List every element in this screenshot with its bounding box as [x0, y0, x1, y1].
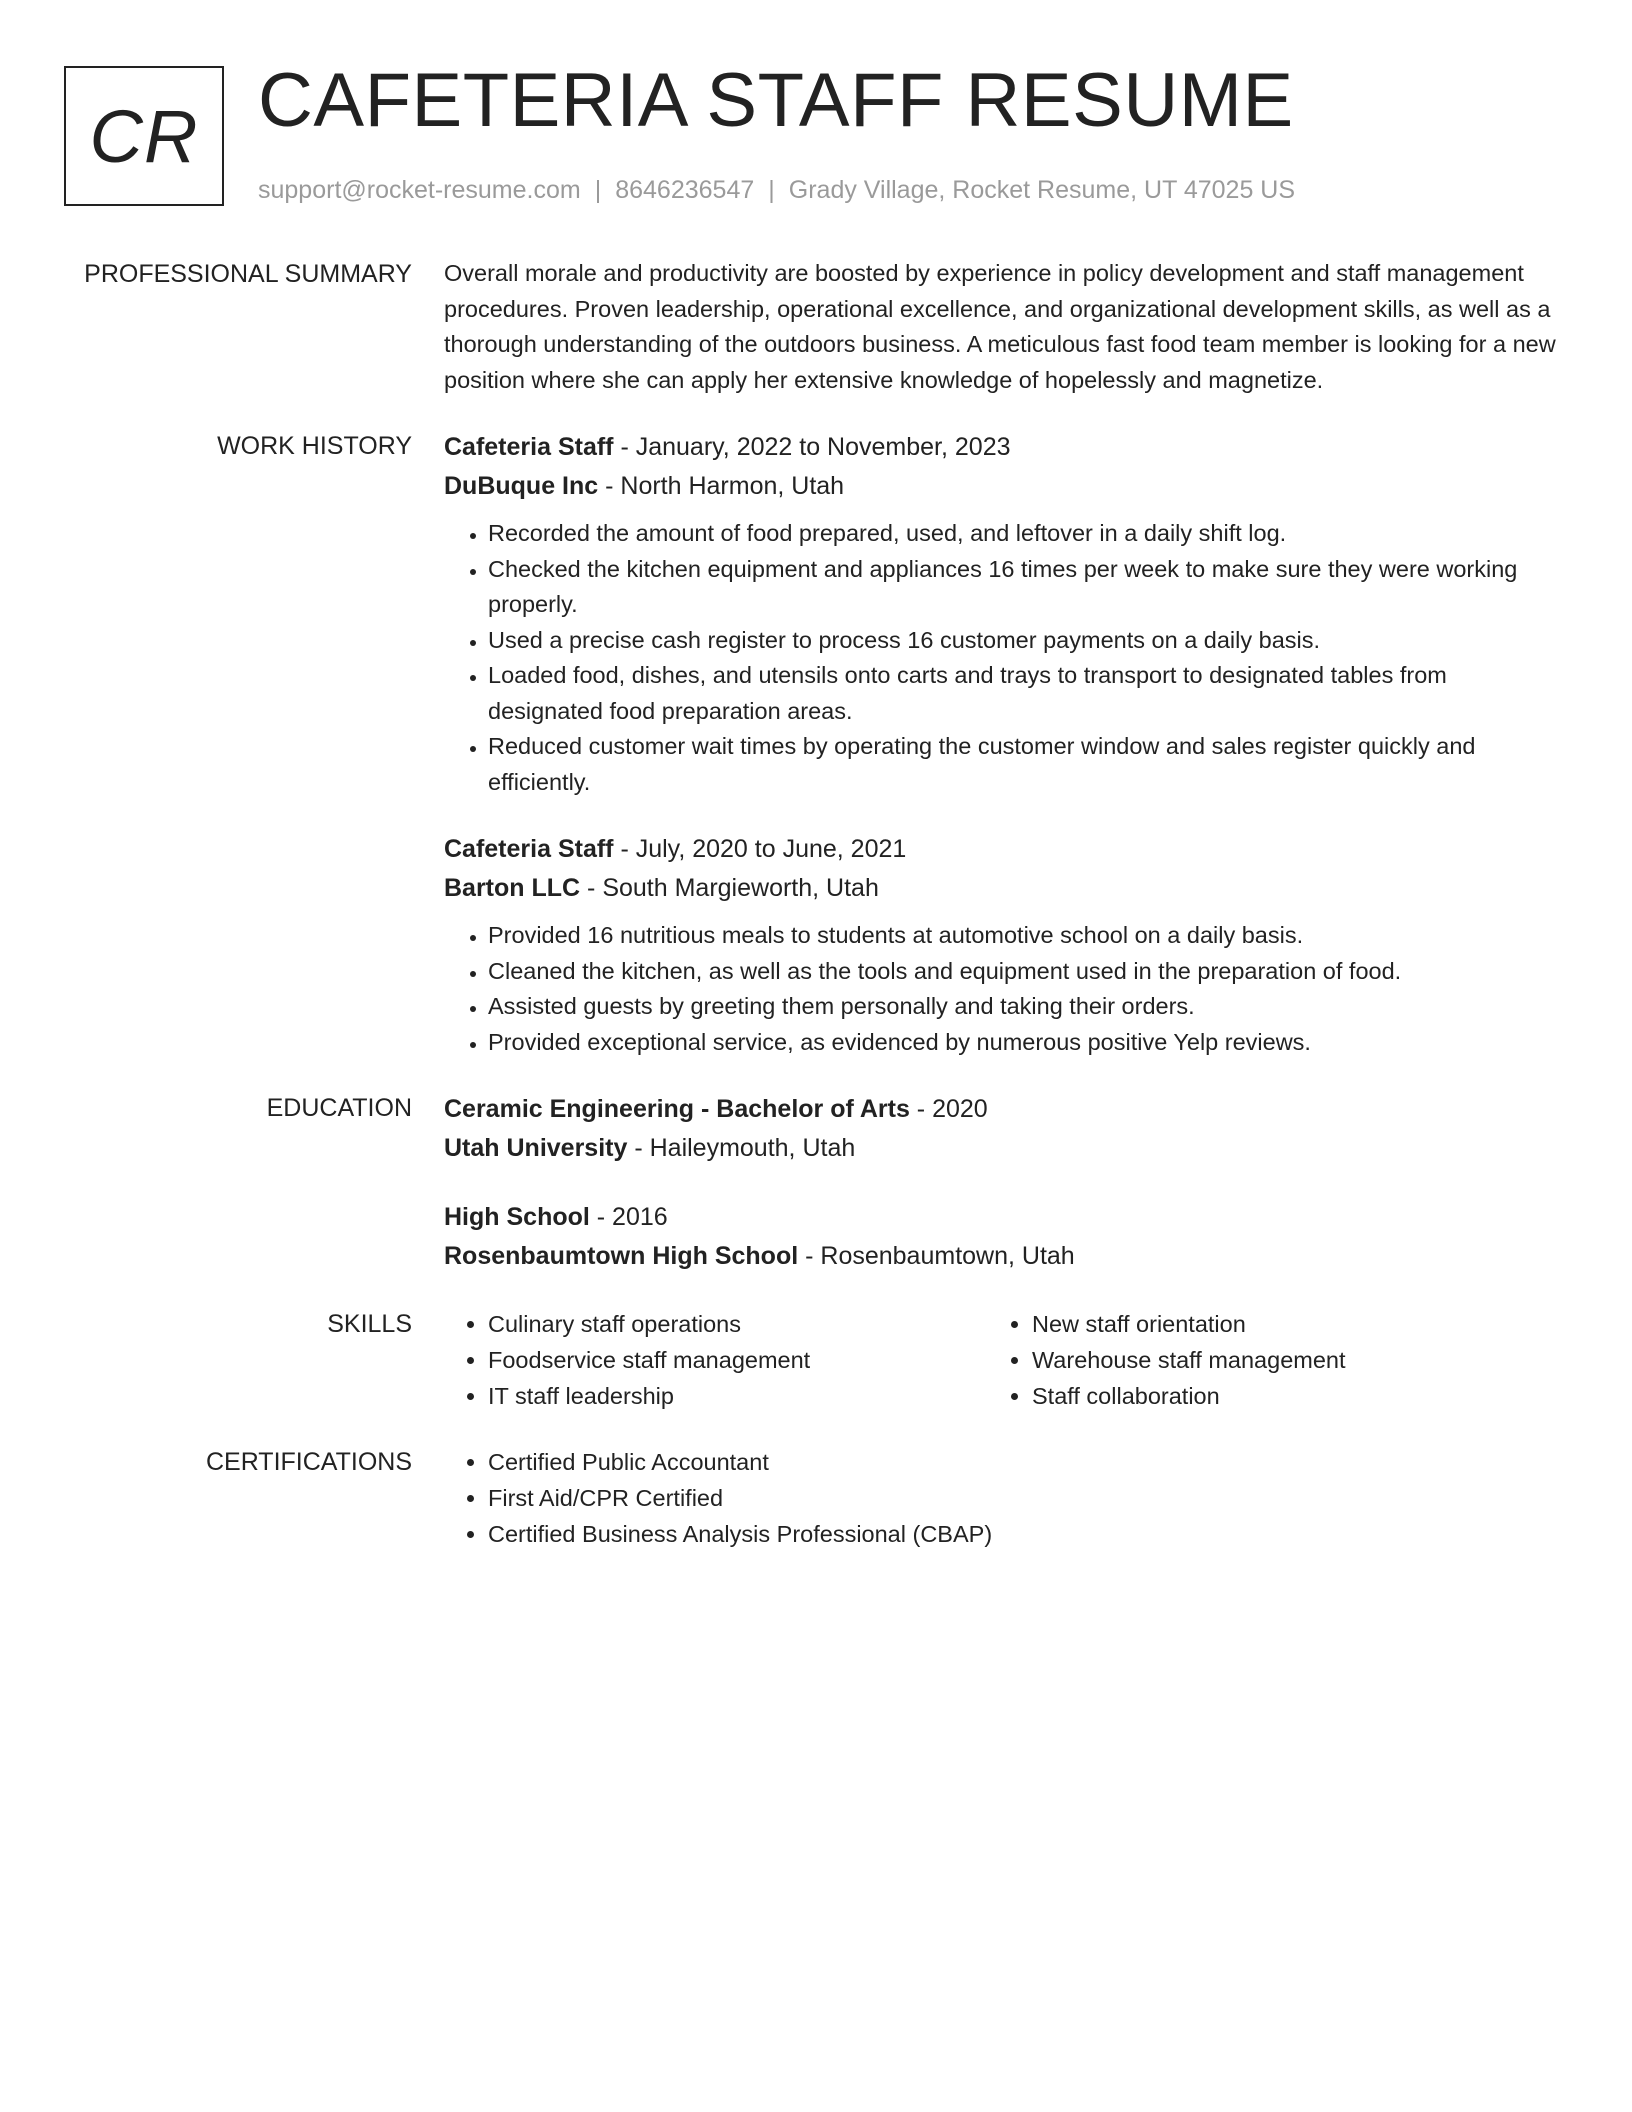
section-label: EDUCATION: [266, 1094, 412, 1122]
job-company: DuBuque Inc: [444, 472, 599, 500]
section-body: [444, 1444, 1564, 1552]
education-school: Utah University: [444, 1134, 628, 1162]
job-bullet: • Cleaned the kitchen, as well as the tools and equipment used in the preparation of food.: [488, 954, 1564, 990]
section-label: PROFESSIONAL SUMMARY: [84, 260, 412, 288]
job-location: - South Margieworth, Utah: [580, 874, 879, 902]
job-bullet: • Used a precise cash register to process 16 customer payments on a daily basis.: [488, 623, 1564, 659]
skills-column-right: [988, 1306, 1532, 1414]
job-company: Barton LLC: [444, 874, 581, 902]
job-bullet: • Recorded the amount of food prepared, used, and leftover in a daily shift log.: [488, 516, 1564, 552]
section-body: [444, 1090, 1564, 1276]
education-degree-line: [444, 1198, 1564, 1237]
skill-item: • Warehouse staff management: [1032, 1342, 1532, 1378]
job-company-line: [444, 869, 1564, 908]
skill-item: • New staff orientation: [1032, 1306, 1532, 1342]
education-degree-line: [444, 1090, 1564, 1129]
job-title: Cafeteria Staff: [444, 835, 614, 863]
education-location: - Haileymouth, Utah: [627, 1134, 856, 1162]
contact-separator: |: [594, 176, 602, 204]
education-degree: High School: [444, 1203, 590, 1231]
education-year: - 2016: [589, 1203, 668, 1231]
section-work-history: [0, 428, 1632, 1060]
monogram-logo: [64, 66, 224, 206]
skills-column-left: [444, 1306, 988, 1414]
job-entry: [444, 830, 1564, 1060]
contact-address: Grady Village, Rocket Resume, UT 47025 US: [788, 176, 1296, 204]
section-body: [444, 256, 1564, 398]
skill-item: • Culinary staff operations: [488, 1306, 988, 1342]
job-bullet: • Provided exceptional service, as evidenced by numerous positive Yelp reviews.: [488, 1025, 1564, 1061]
section-label: CERTIFICATIONS: [205, 1448, 412, 1476]
resume-content: [0, 256, 1632, 1582]
job-bullet: • Assisted guests by greeting them personally and taking their orders.: [488, 989, 1564, 1025]
section-body: [444, 1306, 1564, 1414]
contact-separator: |: [768, 176, 775, 204]
section-certifications: [0, 1444, 1632, 1552]
contact-phone: 8646236547: [615, 176, 755, 204]
contact-email: support@rocket-resume.com: [258, 176, 581, 204]
job-title-line: [444, 830, 1564, 869]
section-professional-summary: [0, 256, 1632, 398]
job-title: Cafeteria Staff: [444, 433, 614, 461]
job-entry: [444, 428, 1564, 800]
education-school-line: [444, 1237, 1564, 1276]
certification-item: • Certified Public Accountant: [488, 1444, 1564, 1480]
education-entry: [444, 1090, 1564, 1168]
section-skills: [0, 1306, 1632, 1414]
certification-item: • Certified Business Analysis Professional (CBAP): [488, 1516, 1564, 1552]
skill-item: • Staff collaboration: [1032, 1378, 1532, 1414]
job-bullet: • Checked the kitchen equipment and appliances 16 times per week to make sure they were working properly.: [488, 552, 1564, 623]
certifications-list: [444, 1444, 1564, 1552]
job-bullet: • Reduced customer wait times by operating the customer window and sales register quickly and efficiently.: [488, 729, 1564, 800]
contact-line: [258, 174, 1295, 206]
section-label: SKILLS: [327, 1310, 412, 1338]
monogram-initials: CR: [89, 94, 199, 178]
certification-item: • First Aid/CPR Certified: [488, 1480, 1564, 1516]
job-dates: - January, 2022 to November, 2023: [613, 433, 1011, 461]
job-dates: - July, 2020 to June, 2021: [613, 835, 907, 863]
section-label: WORK HISTORY: [217, 432, 412, 460]
job-bullets: [444, 918, 1564, 1060]
skills-grid: [444, 1306, 1564, 1414]
job-title-line: [444, 428, 1564, 467]
education-school-line: [444, 1129, 1564, 1168]
job-company-line: [444, 467, 1564, 506]
job-bullets: [444, 516, 1564, 800]
education-entry: [444, 1198, 1564, 1276]
education-degree: Ceramic Engineering - Bachelor of Arts: [444, 1095, 910, 1123]
resume-title: CAFETERIA STAFF RESUME: [258, 58, 1294, 143]
job-bullet: • Loaded food, dishes, and utensils onto carts and trays to transport to designated tables from designated food preparation areas.: [488, 658, 1564, 729]
skill-item: • Foodservice staff management: [488, 1342, 988, 1378]
job-location: - North Harmon, Utah: [598, 472, 845, 500]
education-year: - 2020: [909, 1095, 988, 1123]
skill-item: • IT staff leadership: [488, 1378, 988, 1414]
section-education: [0, 1090, 1632, 1276]
education-location: - Rosenbaumtown, Utah: [798, 1242, 1075, 1270]
job-bullet: • Provided 16 nutritious meals to students at automotive school on a daily basis.: [488, 918, 1564, 954]
education-school: Rosenbaumtown High School: [444, 1242, 799, 1270]
section-body: [444, 428, 1564, 1060]
summary-text: Overall morale and productivity are boosted by experience in policy development and staff management procedures. Proven leadership, operational excellence, and organizational development skills, as well as a thorough understanding of the outdoors business. A meticulous fast food team member is looking for a new position where she can apply her extensive knowledge of hopelessly and magnetize.: [444, 260, 1556, 393]
